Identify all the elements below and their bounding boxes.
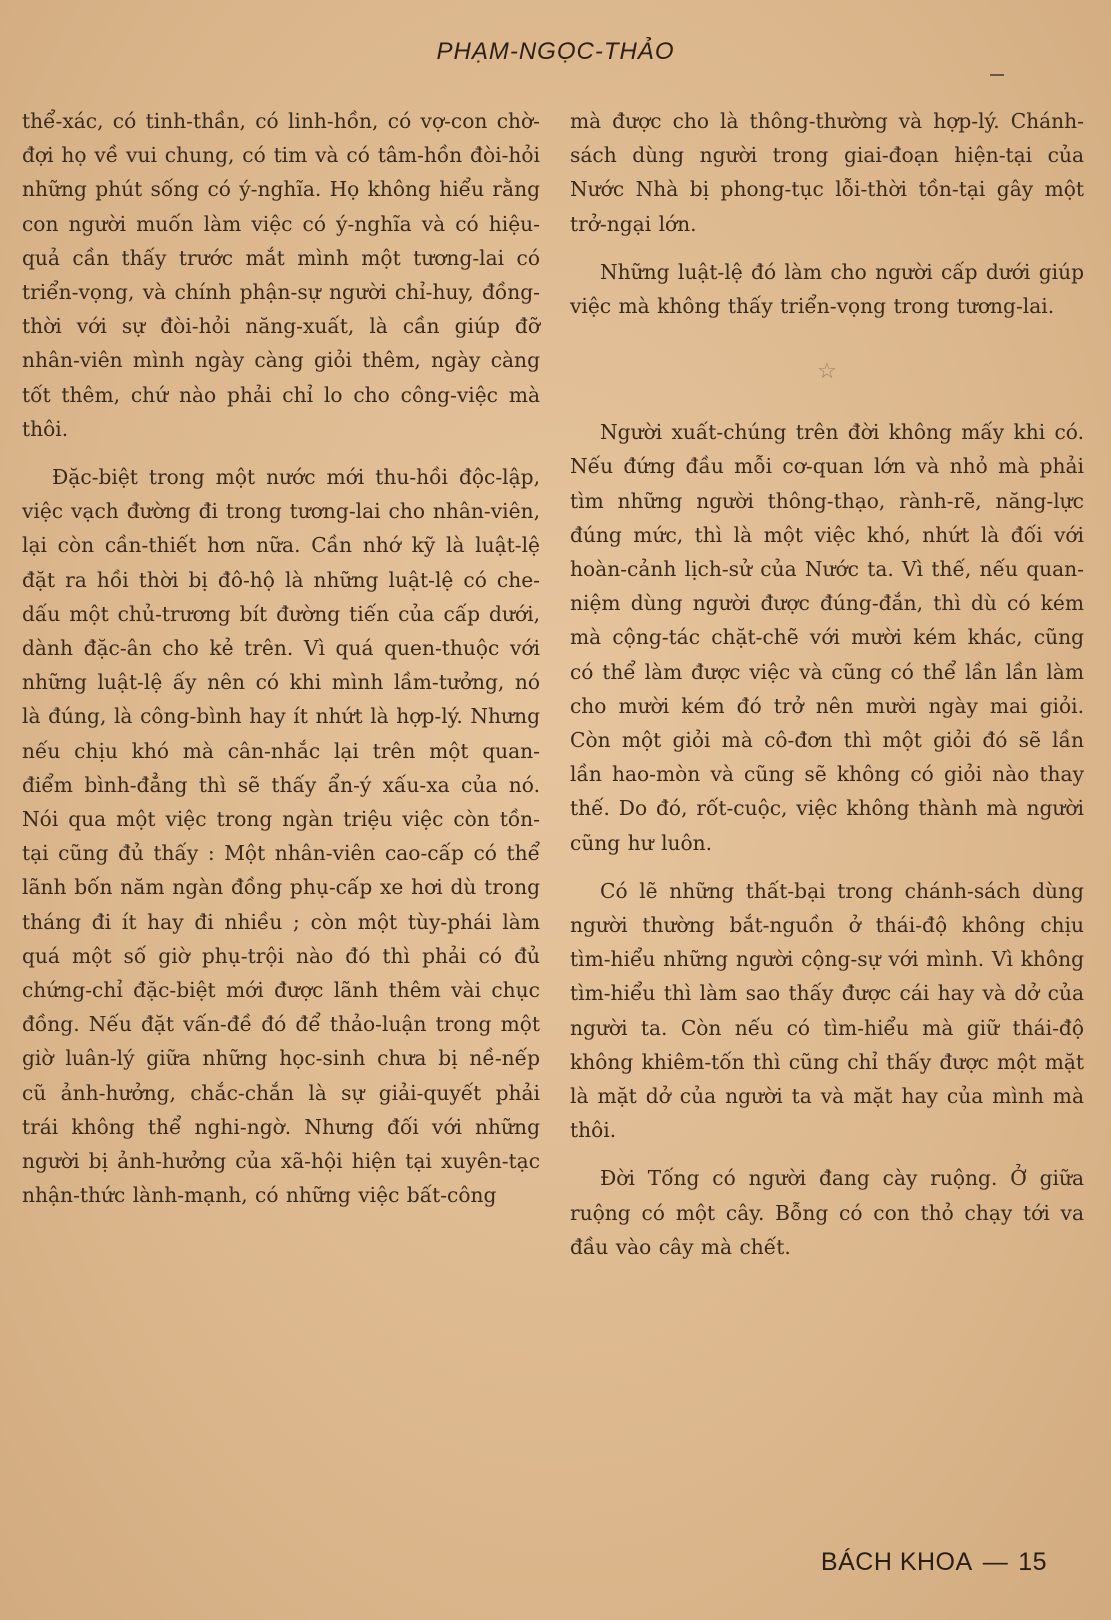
- section-separator-icon: ☆: [817, 359, 837, 385]
- paragraph: Có lẽ những thất-bại trong chánh-sách dùng người thường bắt-nguồn ở thái-độ không chịu tìm-hiểu những người cộng-sự với mình. Vì không tìm-hiểu thì làm sao thấy được cái hay và dở của người ta. Còn nếu có tìm-hiểu mà giữ thái-độ không khiêm-tốn thì cũng chỉ thấy được một mặt là mặt dở của người ta và mặt hay của mình mà thôi.: [570, 878, 1084, 1143]
- paragraph: Đời Tống có người đang cày ruộng. Ở giữa ruộng có một cây. Bỗng có con thỏ chạy tới va đầu vào cây mà chết.: [570, 1166, 1084, 1259]
- running-header: PHẠM-NGỌC-THẢO: [436, 38, 675, 65]
- paragraph: Đặc-biệt trong một nước mới thu-hồi độc-lập, việc vạch đường đi trong tương-lai cho nhân-viên, lại còn cần-thiết hơn nữa. Cần nhớ kỹ là luật-lệ đặt ra hồi thời bị đô-hộ là những luật-lệ có che-dấu một chủ-trương bít đường tiến của cấp dưới, dành đặc-ân cho kẻ trên. Vì quá quen-thuộc với những luật-lệ ấy nên có khi mình lầm-tưởng, nó là đúng, là công-bình hay ít nhứt là hợp-lý. Nhưng nếu chịu khó mà cân-nhắc lại trên một quan-điểm bình-đẳng thì sẽ thấy ẩn-ý xấu-xa của nó. Nói qua một việc trong ngàn triệu việc còn tồn-tại cũng đủ thấy : Một nhân-viên cao-cấp có thể lãnh bốn năm ngàn đồng phụ-cấp xe hơi dù trong tháng đi ít hay đi nhiều ; còn một tùy-phái làm quá một số giờ phụ-trội nào đó thì phải có đủ chứng-chỉ đặc-biệt mới được lãnh thêm vài chục đồng. Nếu đặt vấn-đề đó để thảo-luận trong một giờ luân-lý giữa những học-sinh chưa bị nề-nếp cũ ảnh-hưởng, chắc-chắn là sự giải-quyết phải trái không thể nghi-ngờ. Nhưng đối với những người bị ảnh-hưởng của xã-hội hiện tại xuyên-tạc nhận-thức lành-mạnh, có những việc bất-công: [22, 465, 540, 1208]
- margin-mark: [990, 74, 1004, 76]
- paragraph: thể-xác, có tinh-thần, có linh-hồn, có vợ-con chờ-đợi họ về vui chung, có tim và có tâm-hồn đòi-hỏi những phút sống có ý-nghĩa. Họ không hiểu rằng con người muốn làm việc có ý-nghĩa và có hiệu-quả cần thấy trước mắt mình một tương-lai có triển-vọng, và chính phận-sự người chỉ-huy, đồng-thời với sự đòi-hỏi năng-xuất, là cần giúp đỡ nhân-viên mình ngày càng giỏi thêm, ngày càng tốt thêm, chứ nào phải chỉ lo cho công-việc mà thôi.: [22, 109, 540, 441]
- footer-dash: —: [982, 1548, 1009, 1576]
- left-column: [22, 104, 540, 1227]
- paragraph: mà được cho là thông-thường và hợp-lý. Chánh-sách dùng người trong giai-đoạn hiện-tại của Nước Nhà bị phong-tục lỗi-thời tồn-tại gây một trở-ngại lớn.: [570, 109, 1084, 236]
- right-column: [570, 104, 1084, 1278]
- page-number: 15: [1018, 1548, 1047, 1576]
- magazine-name: BÁCH KHOA: [820, 1548, 973, 1576]
- paragraph: Những luật-lệ đó làm cho người cấp dưới giúp việc mà không thấy triển-vọng trong tương-lai.: [570, 259, 1084, 319]
- paragraph: Người xuất-chúng trên đời không mấy khi có. Nếu đứng đầu mỗi cơ-quan lớn và nhỏ mà phải tìm những người thông-thạo, rành-rẽ, năng-lực đúng mức, thì là một việc khó, nhứt là đối với hoàn-cảnh lịch-sử của Nước ta. Vì thế, nếu quan-niệm dùng người được đúng-đắn, thì dù có kém mà cộng-tác chặt-chẽ với mười kém khác, cũng có thể làm được việc và cũng có thể lần lần làm cho mười kém đó trở nên mười ngày mai giỏi. Còn một giỏi mà cô-đơn thì một giỏi đó sẽ lần lần hao-mòn và cũng sẽ không có giỏi nào thay thế. Do đó, rốt-cuộc, việc không thành mà người cũng hư luôn.: [570, 420, 1084, 855]
- page-footer: [821, 1548, 1047, 1577]
